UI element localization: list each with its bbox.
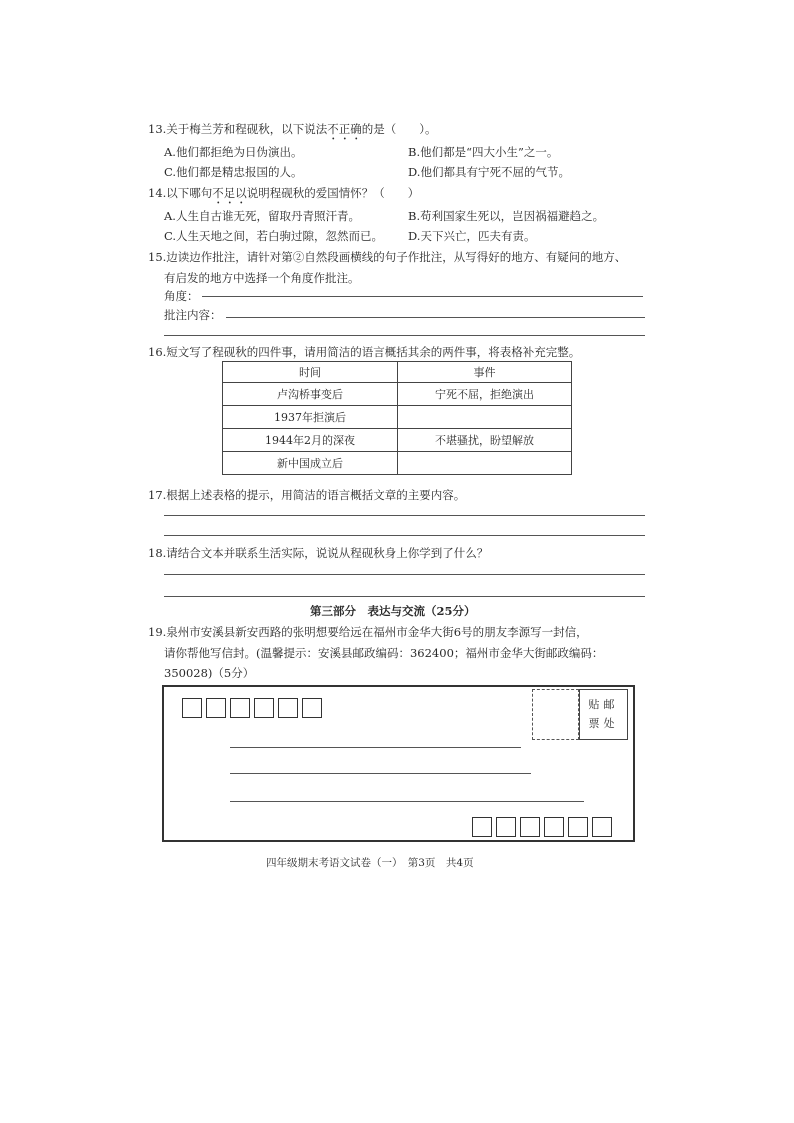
q14-option-c: C.人生天地之间，若白驹过隙，忽然而已。: [164, 229, 384, 243]
q15-note-label: 批注内容：: [164, 308, 222, 322]
zip-box[interactable]: [254, 698, 274, 718]
stamp-area: [532, 689, 628, 740]
zip-box[interactable]: [544, 817, 564, 837]
row-event: 不堪骚扰，盼望解放: [398, 429, 572, 452]
q19-line1: 19.泉州市安溪县新安西路的张明想要给远在福州市金华大街6号的朋友李源写一封信，: [148, 625, 588, 639]
q14-option-a: A.人生自古谁无死，留取丹青照汗青。: [164, 209, 360, 223]
zip-box[interactable]: [278, 698, 298, 718]
recipient-address-line[interactable]: [230, 747, 521, 748]
zip-box[interactable]: [302, 698, 322, 718]
q14-option-d: D.天下兴亡，匹夫有责。: [408, 229, 536, 243]
zip-box[interactable]: [520, 817, 540, 837]
events-table: [222, 361, 572, 475]
q13-option-d: D.他们都具有宁死不屈的气节。: [408, 165, 570, 179]
part3-title: 第三部分 表达与交流（25分）: [310, 604, 476, 618]
stamp-label: 贴邮 票处: [579, 689, 628, 740]
zip-box[interactable]: [592, 817, 612, 837]
row-event-blank[interactable]: [398, 452, 572, 475]
q16-stem: 16.短文写了程砚秋的四件事，请用简洁的语言概括其余的两件事，将表格补充完整。: [148, 345, 581, 359]
q13-option-b: B.他们都是“四大小生”之一。: [408, 145, 559, 159]
q13-option-c: C.他们都是精忠报国的人。: [164, 165, 303, 179]
zip-box[interactable]: [206, 698, 226, 718]
q18-answer-line-2[interactable]: [164, 596, 645, 597]
q19-line2: 请你帮他写信封。(温馨提示：安溪县邮政编码：362400；福州市金华大街邮政编码：: [164, 646, 604, 660]
row-event-blank[interactable]: [398, 406, 572, 429]
row-time: 1944年2月的深夜: [223, 429, 398, 452]
q15-note-answer-line-1[interactable]: [226, 317, 645, 318]
table-row: [223, 429, 572, 452]
row-event: 宁死不屈，拒绝演出: [398, 383, 572, 406]
q13-option-a: A.他们都拒绝为日伪演出。: [164, 145, 303, 159]
q15-line1: 15.边读边作批注，请针对第②自然段画横线的句子作批注，从写得好的地方、有疑问的地方、: [148, 250, 627, 264]
q18-stem: 18.请结合文本并联系生活实际，说说从程砚秋身上你学到了什么？: [148, 546, 489, 560]
sender-zip-boxes[interactable]: [472, 817, 612, 837]
row-time: 卢沟桥事变后: [223, 383, 398, 406]
sender-address-line[interactable]: [230, 801, 584, 802]
header-time: 时间: [223, 362, 398, 383]
row-time: 新中国成立后: [223, 452, 398, 475]
q17-stem: 17.根据上述表格的提示，用简洁的语言概括文章的主要内容。: [148, 488, 466, 502]
zip-box[interactable]: [568, 817, 588, 837]
q15-angle-answer-line[interactable]: [202, 296, 643, 297]
recipient-zip-boxes[interactable]: [182, 698, 322, 718]
table-row: [223, 383, 572, 406]
q18-answer-line-1[interactable]: [164, 574, 645, 575]
q14-stem: 14.以下哪句不足以说明程砚秋的爱国情怀？（ ）: [148, 186, 420, 200]
q13-stem: 13.关于梅兰芳和程砚秋，以下说法不正确的是（ ）。: [148, 122, 437, 136]
q15-angle-label: 角度：: [164, 289, 199, 303]
row-time: 1937年拒演后: [223, 406, 398, 429]
header-event: 事件: [398, 362, 572, 383]
page-footer: 四年级期末考语文试卷（一） 第3页 共4页: [266, 857, 474, 869]
q15-note-answer-line-2[interactable]: [164, 335, 645, 336]
zip-box[interactable]: [496, 817, 516, 837]
table-header-row: [223, 362, 572, 383]
stamp-placeholder: [532, 689, 579, 740]
table-row: [223, 406, 572, 429]
zip-box[interactable]: [472, 817, 492, 837]
q17-answer-line-2[interactable]: [164, 535, 645, 536]
zip-box[interactable]: [182, 698, 202, 718]
q14-option-b: B.苟利国家生死以，岂因祸福避趋之。: [408, 209, 605, 223]
q17-answer-line-1[interactable]: [164, 515, 645, 516]
q15-line2: 有启发的地方中选择一个角度作批注。: [164, 271, 360, 285]
recipient-name-line[interactable]: [230, 773, 531, 774]
table-row: [223, 452, 572, 475]
q19-line3: 350028)（5分）: [164, 666, 255, 680]
zip-box[interactable]: [230, 698, 250, 718]
